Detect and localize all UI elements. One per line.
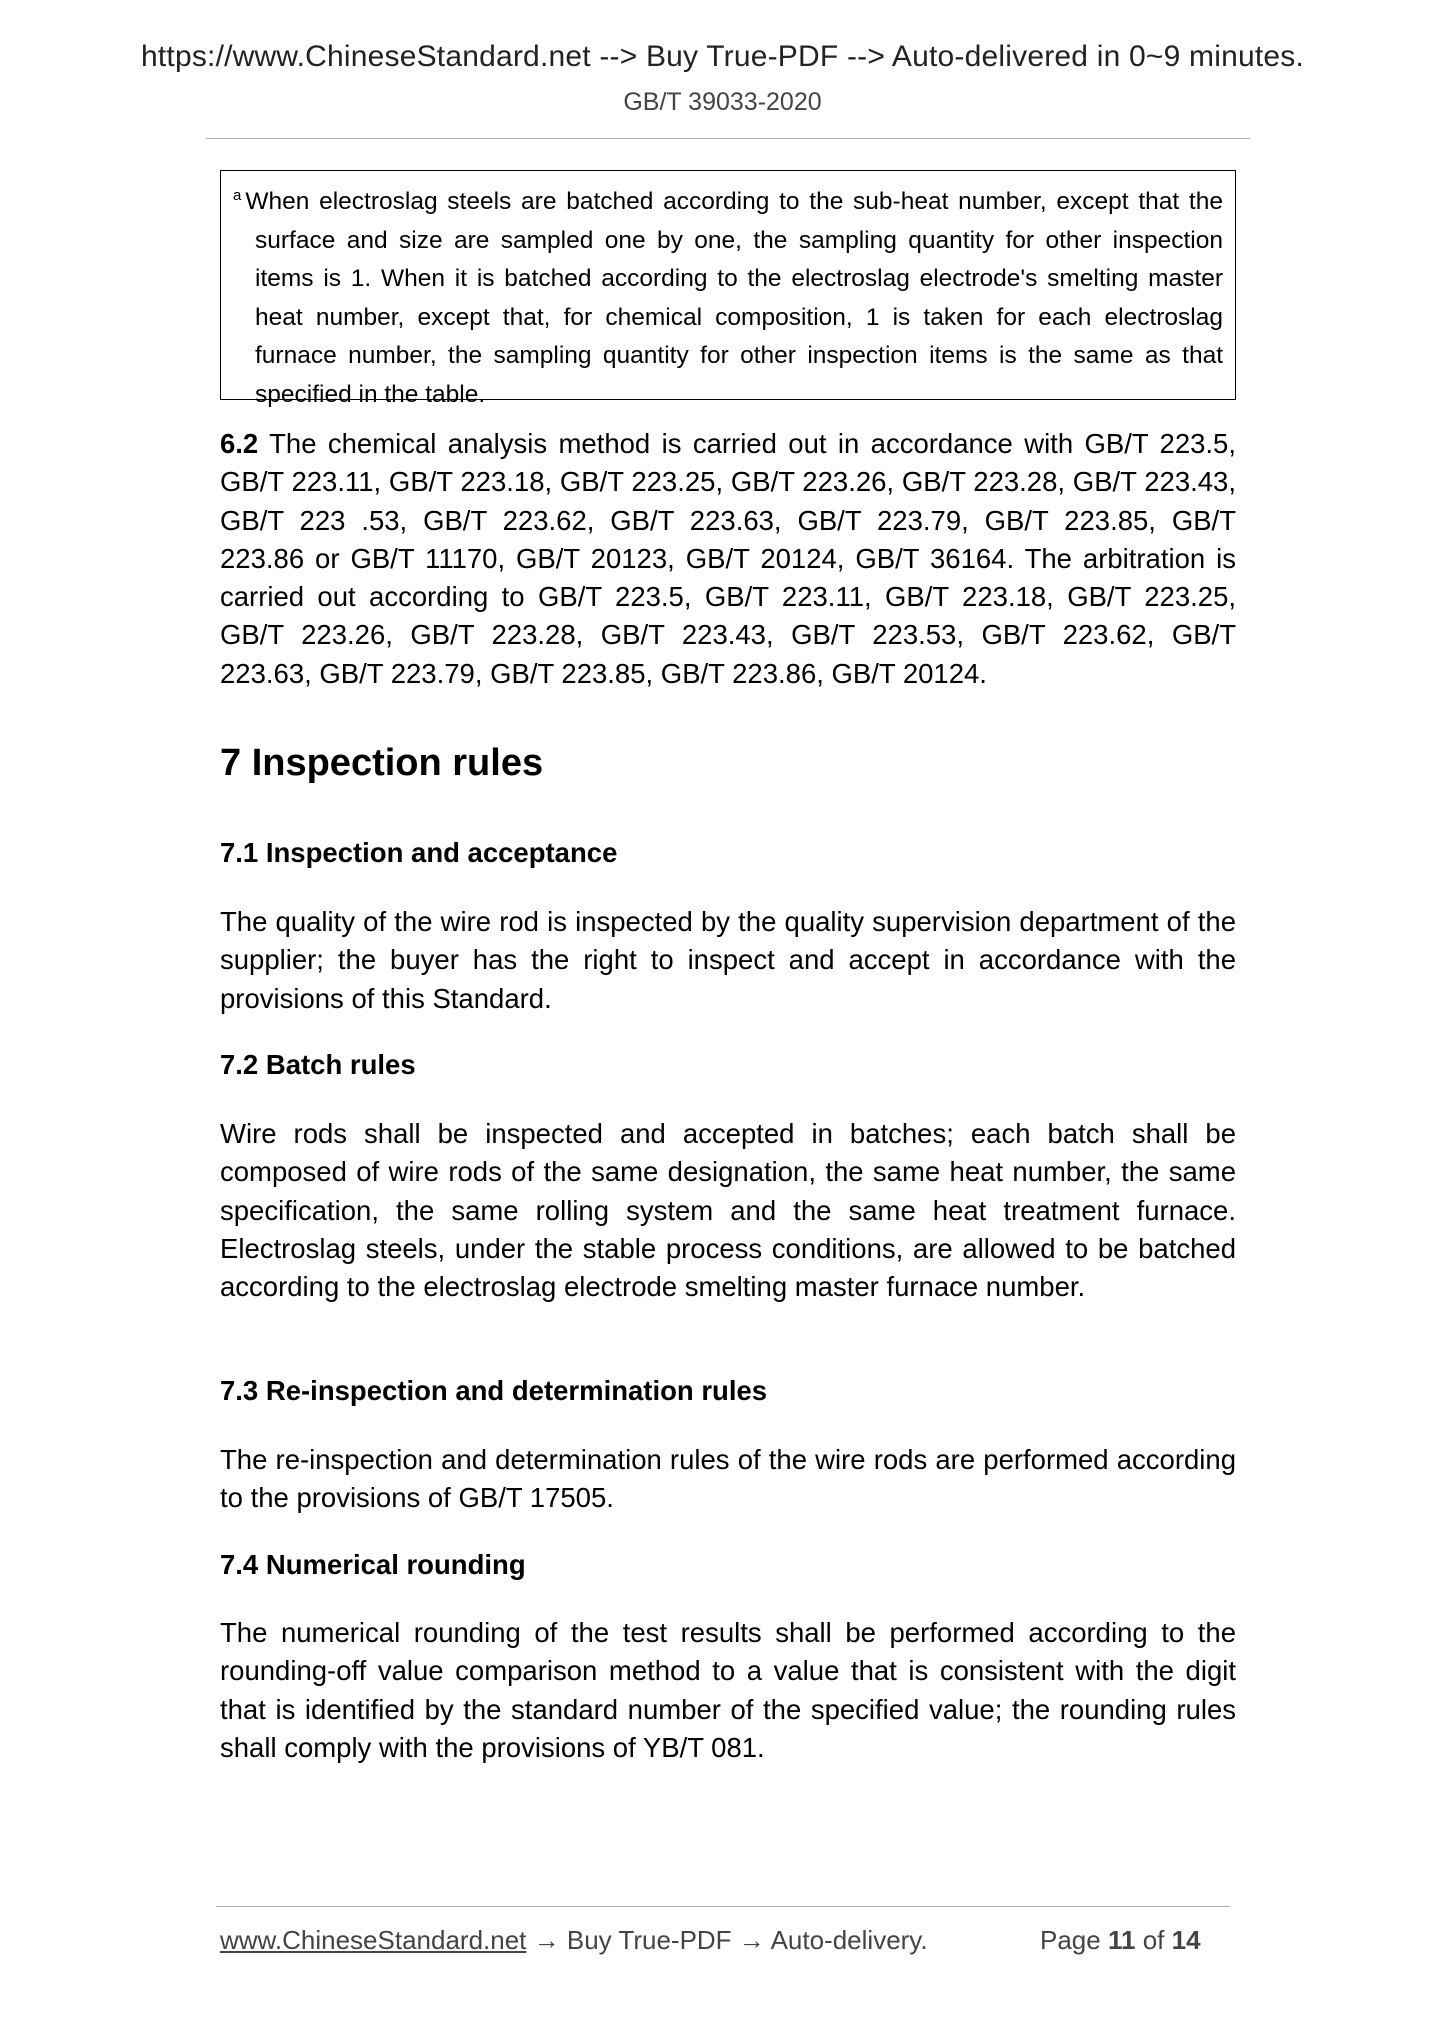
section-7-2-text: Wire rods shall be inspected and accepted in batches; each batch shall be composed of wire rods of the same designation, the same heat number, the same specification, the same rolling system and the same heat treatment furnace. Electroslag steels, under the stable process conditions, are allowed to be batched according to the electroslag electrode smelting master furnace number.	[220, 1118, 1236, 1303]
table-footnote	[233, 177, 1223, 414]
section-7-3-text: The re-inspection and determination rules of the wire rods are performed according to the provisions of GB/T 17505.	[220, 1444, 1236, 1514]
section-7-heading: 7 Inspection rules	[220, 742, 544, 784]
page-current: 11	[1107, 1925, 1136, 1955]
footer-tagline: → Buy True-PDF → Auto-delivery.	[526, 1925, 928, 1955]
section-number: 6.2	[220, 428, 259, 459]
section-7-4-text: The numerical rounding of the test results shall be performed according to the rounding-off value comparison method to a value that is consistent with the digit that is identified by the standard number of the specified value; the rounding rules shall comply with the provisions of YB/T 081.	[220, 1617, 1236, 1763]
footer-left	[220, 1925, 928, 1956]
standard-number: GB/T 39033-2020	[623, 88, 822, 116]
footnote-text: When electroslag steels are batched according to the sub-heat number, except that the surface and size are sampled one by one, the sampling quantity for other inspection items is 1. When it is batched according to the electroslag electrode's smelting master heat number, except that, for chemical composition, 1 is taken for each electroslag furnace number, the sampling quantity for other inspection items is the same as that specified in the table.	[245, 188, 1223, 408]
section-7-1-text: The quality of the wire rod is inspected by the quality supervision department of the supplier; the buyer has the right to inspect and accept in accordance with the provisions of this Standard.	[220, 906, 1236, 1014]
footer-site-link[interactable]: www.ChineseStandard.net	[220, 1925, 527, 1955]
page-label: Page	[1040, 1925, 1101, 1955]
table-footnote-box	[220, 170, 1236, 408]
section-7-4-heading: 7.4 Numerical rounding	[220, 1549, 526, 1580]
section-7-3-heading: 7.3 Re-inspection and determination rules	[220, 1375, 768, 1406]
section-6-2-paragraph	[220, 425, 1236, 693]
header-divider	[206, 138, 1250, 139]
header-banner[interactable]: https://www.ChineseStandard.net --> Buy True-PDF --> Auto-delivered in 0~9 minutes.	[141, 40, 1304, 73]
section-6-2-text: The chemical analysis method is carried out in accordance with GB/T 223.5, GB/T 223.11, GB/T 223.18, GB/T 223.25, GB/T 223.26, GB/T 223.28, GB/T 223.43, GB/T 223 .53, GB/T 223.62, GB/T 223.63, GB/T 223.79, GB/T 223.85, GB/T 223.86 or GB/T 11170, GB/T 20123, GB/T 20124, GB/T 36164. The arbitration is carried out according to GB/T 223.5, GB/T 223.11, GB/T 223.18, GB/T 223.25, GB/T 223.26, GB/T 223.28, GB/T 223.43, GB/T 223.53, GB/T 223.62, GB/T 223.63, GB/T 223.79, GB/T 223.85, GB/T 223.86, GB/T 20124.	[220, 428, 1236, 689]
section-7-1-heading: 7.1 Inspection and acceptance	[220, 837, 618, 868]
page-total: 14	[1171, 1925, 1201, 1955]
page-number	[1040, 1925, 1201, 1956]
footnote-marker: a	[233, 187, 242, 204]
section-7-2-heading: 7.2 Batch rules	[220, 1049, 416, 1080]
page-of: of	[1142, 1925, 1165, 1955]
footer-divider	[216, 1906, 1230, 1907]
